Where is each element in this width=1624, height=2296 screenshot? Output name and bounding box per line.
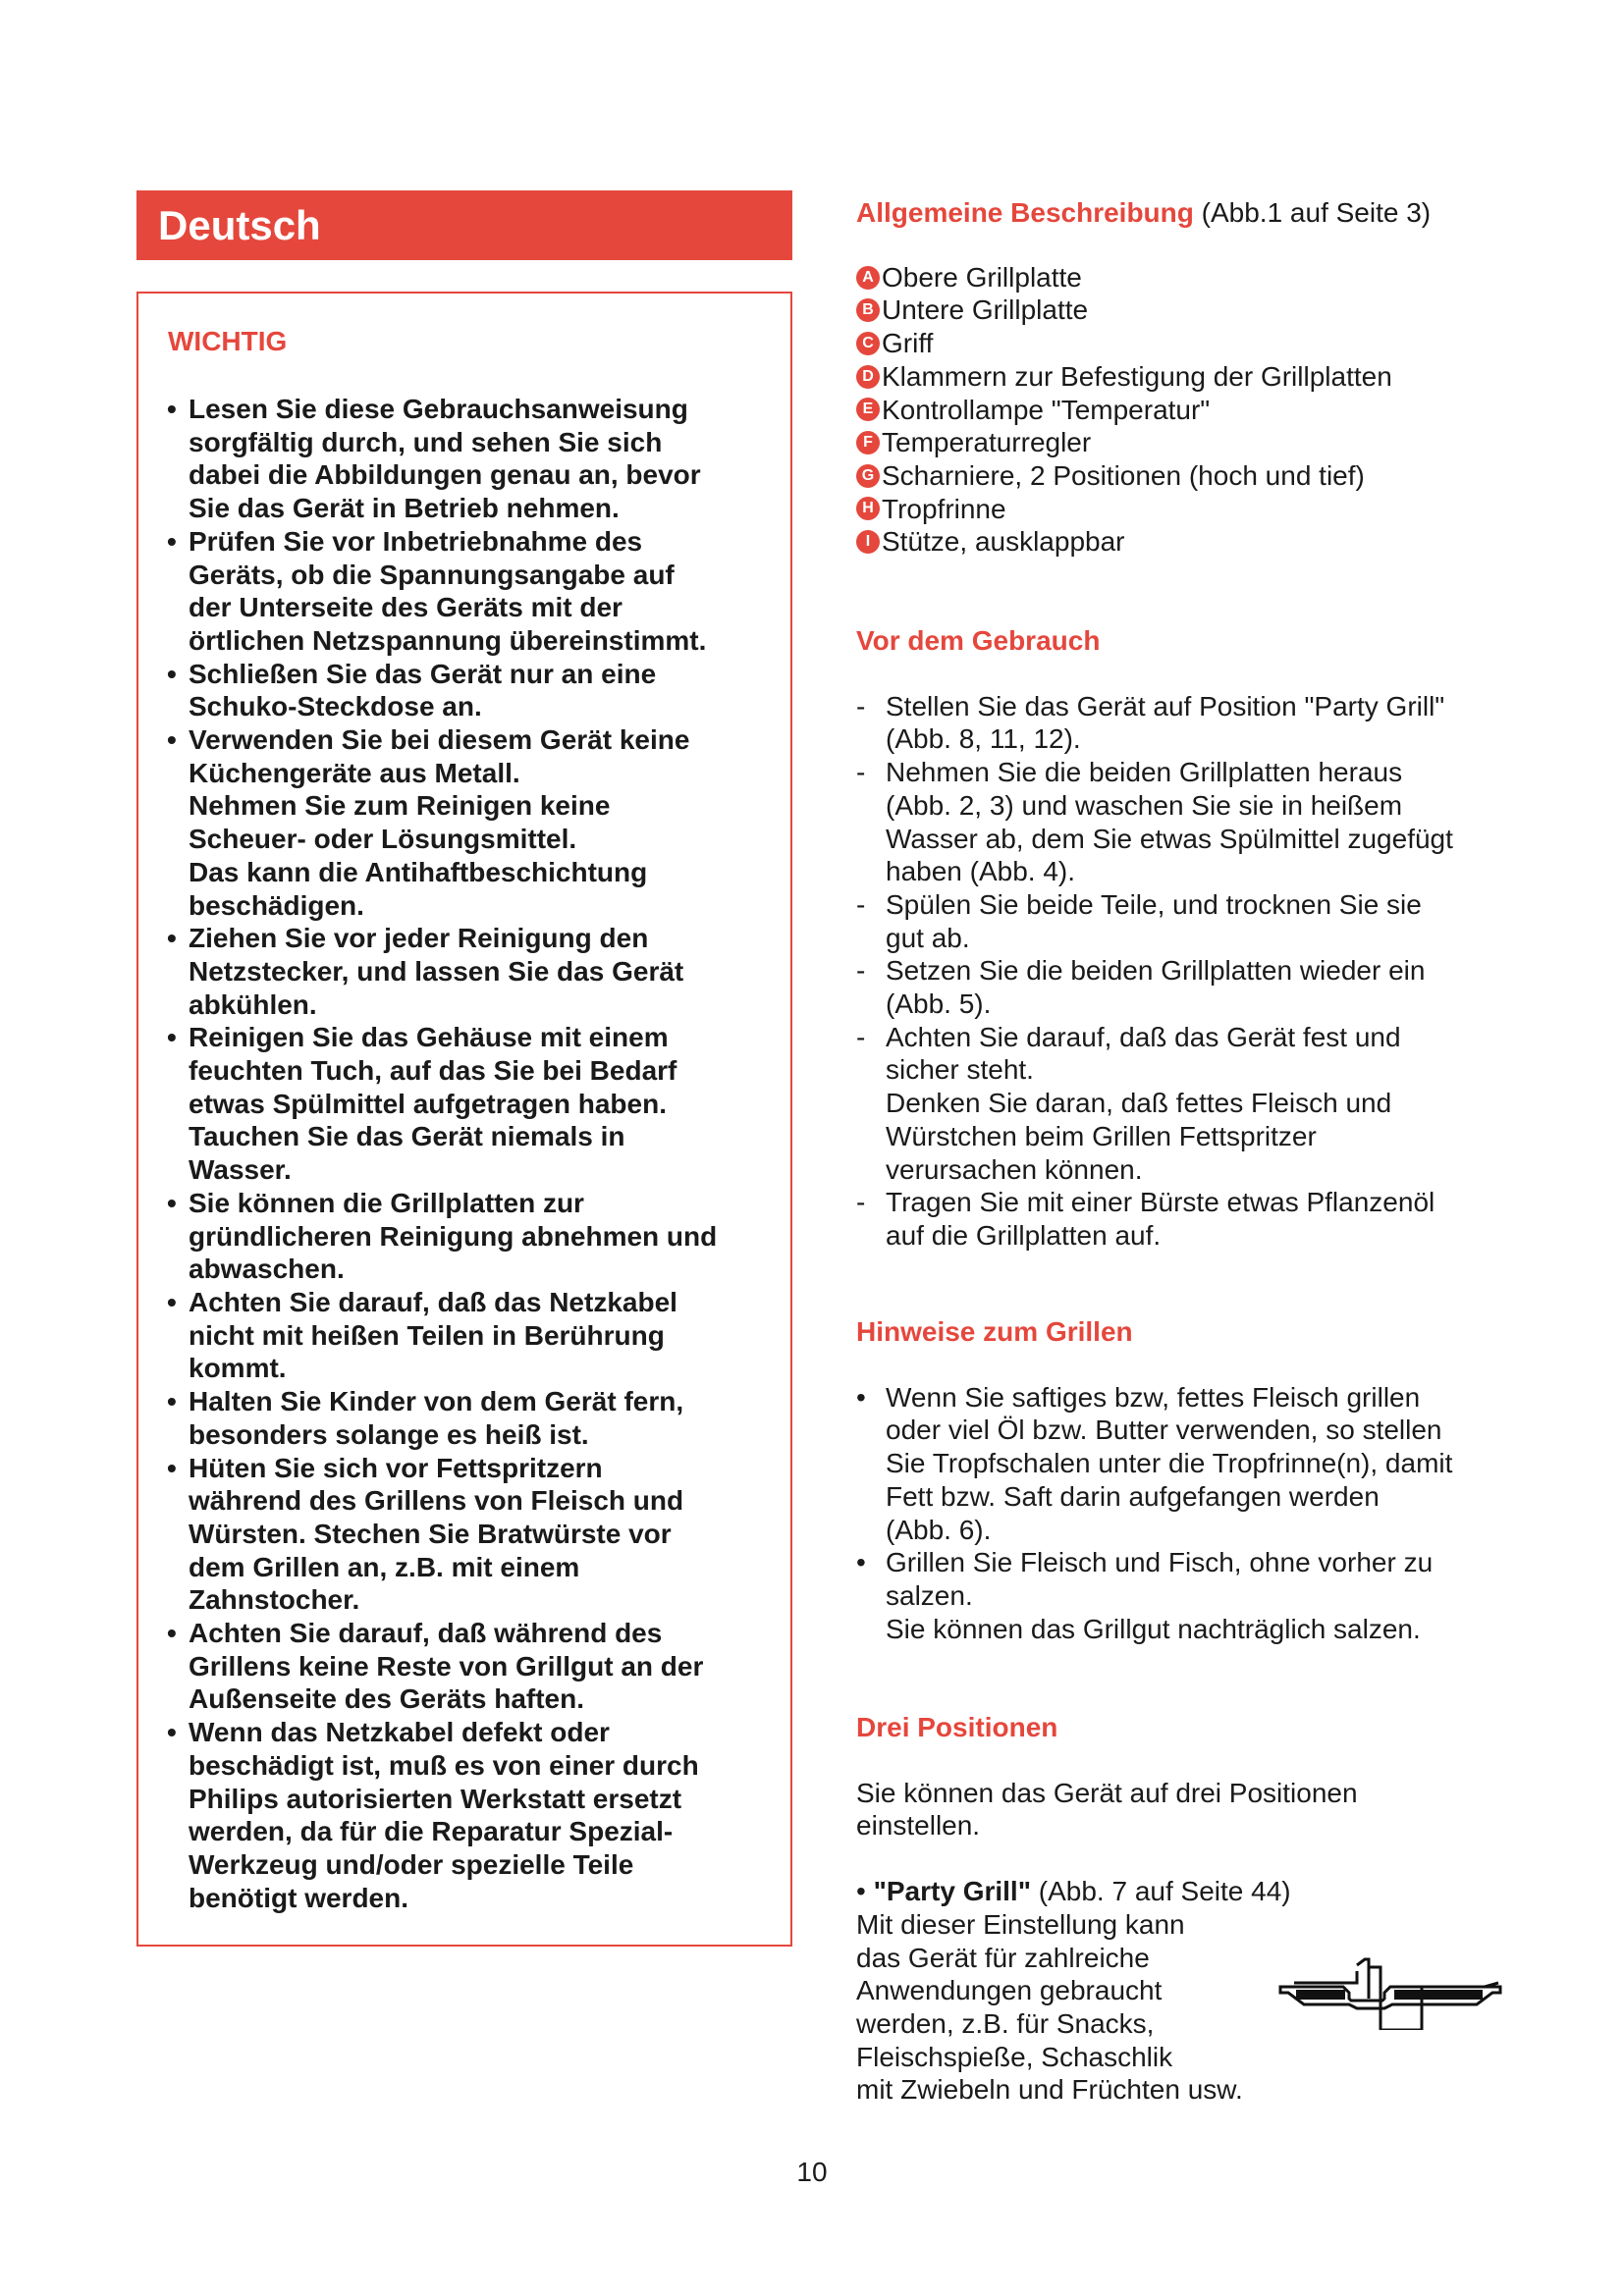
list-marker: • xyxy=(856,1381,866,1413)
important-item-line: Sie das Gerät in Betrieb nehmen. xyxy=(189,493,620,524)
part-item xyxy=(856,525,1504,559)
part-item xyxy=(856,426,1504,459)
important-item xyxy=(167,393,776,525)
important-item xyxy=(167,922,776,1021)
before-use-line: verursachen können. xyxy=(886,1153,1143,1185)
important-item xyxy=(167,658,776,723)
part-item xyxy=(856,493,1504,526)
before-use-item xyxy=(856,1186,1504,1252)
language-banner: Deutsch xyxy=(136,190,792,260)
party-grill-label: "Party Grill" xyxy=(873,1876,1031,1907)
before-use-line: Setzen Sie die beiden Grillplatten wieder ein xyxy=(886,955,1426,987)
before-use-line: Würstchen beim Grillen Fettspritzer xyxy=(886,1120,1317,1151)
grill-left-arm xyxy=(1294,1971,1357,1983)
important-list xyxy=(167,393,776,1914)
part-name: Kontrollampe "Temperatur" xyxy=(882,394,1211,425)
bullet-mark: • xyxy=(167,1286,177,1317)
important-item-line: Wenn das Netzkabel defekt oder xyxy=(189,1717,610,1748)
bullet-mark: • xyxy=(167,1618,177,1649)
important-item xyxy=(167,723,776,922)
before-use-section xyxy=(856,624,1504,1253)
list-marker: - xyxy=(856,955,866,987)
important-item-line: Küchengeräte aus Metall. xyxy=(189,757,520,788)
before-use-item xyxy=(856,954,1504,1020)
before-use-line: gut ab. xyxy=(886,922,970,953)
bullet-mark: • xyxy=(167,1187,177,1218)
important-item xyxy=(167,1385,776,1451)
part-item xyxy=(856,327,1504,360)
party-grill-line: Fleischspieße, Schaschlik xyxy=(856,2041,1173,2072)
positions-intro-line: Sie können das Gerät auf drei Positionen xyxy=(856,1777,1358,1808)
important-item-line: Philips autorisierten Werkstatt ersetzt xyxy=(189,1783,682,1814)
grill-tips-item xyxy=(856,1546,1504,1645)
important-item-line: gründlicheren Reinigung abnehmen und xyxy=(189,1220,718,1252)
description-title: Allgemeine Beschreibung xyxy=(856,197,1194,228)
important-item-line: Würsten. Stechen Sie Bratwürste vor xyxy=(189,1518,672,1549)
before-use-line: Achten Sie darauf, daß das Gerät fest und xyxy=(886,1021,1401,1052)
grill-tips-line: Sie können das Grillgut nachträglich salzen. xyxy=(886,1613,1421,1644)
grill-tips-title: Hinweise zum Grillen xyxy=(856,1316,1133,1347)
important-item-line: nicht mit heißen Teilen in Berührung xyxy=(189,1319,665,1351)
before-use-line: Tragen Sie mit einer Bürste etwas Pflanzenöl xyxy=(886,1187,1435,1218)
important-item-line: Nehmen Sie zum Reinigen keine xyxy=(189,790,611,822)
bullet-mark: • xyxy=(167,1452,177,1483)
bullet-mark: • xyxy=(167,724,177,756)
before-use-line: Wasser ab, dem Sie etwas Spülmittel zugefügt xyxy=(886,823,1453,854)
part-name: Griff xyxy=(882,328,934,359)
bullet-mark: • xyxy=(167,1717,177,1748)
important-item-line: Schließen Sie das Gerät nur an eine xyxy=(189,658,657,689)
important-item-line: während des Grillens von Fleisch und xyxy=(189,1485,684,1517)
description-ref: (Abb.1 auf Seite 3) xyxy=(1201,197,1432,228)
grill-tips-item xyxy=(856,1381,1504,1547)
important-item-line: dabei die Abbildungen genau an, bevor xyxy=(189,459,701,491)
grill-tips-line: Sie Tropfschalen unter die Tropfrinne(n), damit xyxy=(886,1448,1453,1479)
important-item-line: kommt. xyxy=(189,1353,287,1384)
important-item-line: Lesen Sie diese Gebrauchsanweisung xyxy=(189,394,688,424)
important-item-line: Verwenden Sie bei diesem Gerät keine xyxy=(189,724,690,756)
before-use-line: haben (Abb. 4). xyxy=(886,856,1076,887)
part-letter-badge: G xyxy=(856,464,880,488)
list-marker: • xyxy=(856,1547,866,1578)
grill-plate-right-fill xyxy=(1394,1990,1483,2000)
important-item-line: etwas Spülmittel aufgetragen haben. xyxy=(189,1088,667,1119)
important-item-line: werden, da für die Reparatur Spezial- xyxy=(189,1816,674,1847)
before-use-line: Stellen Sie das Gerät auf Position "Party Grill" xyxy=(886,690,1445,721)
important-item-line: Reinigen Sie das Gehäuse mit einem xyxy=(189,1022,669,1053)
positions-intro xyxy=(856,1777,1504,1842)
part-letter-badge: D xyxy=(856,365,880,389)
before-use-list xyxy=(856,690,1504,1253)
before-use-item xyxy=(856,690,1504,756)
party-grill-line: Mit dieser Einstellung kann xyxy=(856,1908,1185,1940)
before-use-item xyxy=(856,888,1504,954)
party-grill-line: mit Zwiebeln und Früchten usw. xyxy=(856,2074,1243,2106)
part-item xyxy=(856,360,1504,394)
grill-tips-line: Wenn Sie saftiges bzw, fettes Fleisch grillen xyxy=(886,1381,1421,1413)
important-item-line: Außenseite des Geräts haften. xyxy=(189,1683,585,1715)
important-item-line: Das kann die Antihaftbeschichtung xyxy=(189,856,648,887)
important-item-line: besonders solange es heiß ist. xyxy=(189,1418,589,1450)
grill-tips-line: Grillen Sie Fleisch und Fisch, ohne vorher zu xyxy=(886,1547,1434,1578)
page-number: 10 xyxy=(796,2157,828,2187)
part-name: Stütze, ausklappbar xyxy=(882,526,1125,558)
positions-section xyxy=(856,1711,1504,2107)
part-letter-badge: C xyxy=(856,332,880,355)
part-name: Temperaturregler xyxy=(882,427,1092,458)
before-use-line: Denken Sie daran, daß fettes Fleisch und xyxy=(886,1088,1392,1119)
important-item-line: Werkzeug und/oder spezielle Teile xyxy=(189,1848,634,1880)
important-item xyxy=(167,1187,776,1286)
grill-plate-left-fill xyxy=(1296,1990,1345,2000)
part-item xyxy=(856,261,1504,294)
grill-tips-list xyxy=(856,1381,1504,1646)
party-grill-line: Anwendungen gebraucht xyxy=(856,1975,1163,2006)
important-item-line: Hüten Sie sich vor Fettspritzern xyxy=(189,1452,603,1483)
part-letter-badge: E xyxy=(856,398,880,421)
important-title: WICHTIG xyxy=(168,326,288,356)
bullet-mark: • xyxy=(167,1386,177,1417)
grill-right-arm xyxy=(1422,1983,1498,1987)
grill-tips-line: salzen. xyxy=(886,1579,973,1611)
part-item xyxy=(856,394,1504,427)
party-grill-ref: (Abb. 7 auf Seite 44) xyxy=(1038,1876,1291,1907)
important-item-line: Netzstecker, und lassen Sie das Gerät xyxy=(189,955,684,987)
bullet-mark: • xyxy=(167,525,177,557)
part-name: Scharniere, 2 Positionen (hoch und tief) xyxy=(882,459,1365,491)
party-grill-bullet: • xyxy=(856,1876,866,1907)
part-name: Obere Grillplatte xyxy=(882,261,1082,293)
part-letter-badge: B xyxy=(856,298,880,322)
important-item-line: Scheuer- oder Lösungsmittel. xyxy=(189,824,577,855)
important-item xyxy=(167,1021,776,1187)
list-marker: - xyxy=(856,1187,866,1218)
before-use-item xyxy=(856,756,1504,888)
list-marker: - xyxy=(856,1021,866,1052)
important-item-line: Grillens keine Reste von Grillgut an der xyxy=(189,1650,704,1682)
description-heading xyxy=(856,196,1504,230)
before-use-line: (Abb. 2, 3) und waschen Sie sie in heißem xyxy=(886,789,1403,821)
important-item xyxy=(167,1716,776,1914)
party-grill-line: werden, z.B. für Snacks, xyxy=(856,2007,1155,2039)
important-item-line: Zahnstocher. xyxy=(189,1584,360,1616)
before-use-line: sicher steht. xyxy=(886,1054,1034,1086)
grill-tips-line: (Abb. 6). xyxy=(886,1514,992,1545)
important-item-line: der Unterseite des Geräts mit der xyxy=(189,592,623,623)
before-use-line: Nehmen Sie die beiden Grillplatten heraus xyxy=(886,757,1403,788)
bullet-mark: • xyxy=(167,1022,177,1053)
positions-intro-line: einstellen. xyxy=(856,1810,981,1842)
bullet-mark: • xyxy=(167,394,177,424)
before-use-line: (Abb. 5). xyxy=(886,988,992,1020)
important-item-line: dem Grillen an, z.B. mit einem xyxy=(189,1551,580,1582)
list-marker: - xyxy=(856,757,866,788)
party-grill-line: das Gerät für zahlreiche xyxy=(856,1942,1150,1973)
grill-tips-line: Fett bzw. Saft darin aufgefangen werden xyxy=(886,1480,1380,1512)
important-item-line: benötigt werden. xyxy=(189,1882,408,1913)
important-item-line: beschädigt ist, muß es von einer durch xyxy=(189,1749,699,1781)
important-item-line: sorgfältig durch, und sehen Sie sich xyxy=(189,426,663,457)
important-item-line: Halten Sie Kinder von dem Gerät fern, xyxy=(189,1386,684,1417)
important-item xyxy=(167,1617,776,1716)
list-marker: - xyxy=(856,888,866,920)
important-item-line: Geräts, ob die Spannungsangabe auf xyxy=(189,559,675,590)
grill-tips-section xyxy=(856,1315,1504,1645)
bullet-mark: • xyxy=(167,658,177,689)
important-item-line: Wasser. xyxy=(189,1154,292,1186)
part-name: Klammern zur Befestigung der Grillplatten xyxy=(882,360,1392,392)
bullet-mark: • xyxy=(167,923,177,954)
important-item xyxy=(167,525,776,658)
before-use-line: auf die Grillplatten auf. xyxy=(886,1219,1162,1251)
positions-title: Drei Positionen xyxy=(856,1712,1058,1742)
part-item xyxy=(856,294,1504,327)
important-item xyxy=(167,1452,776,1618)
part-name: Tropfrinne xyxy=(882,493,1006,524)
part-letter-badge: F xyxy=(856,431,880,454)
party-grill-illustration xyxy=(1274,1953,1506,2030)
party-grill-heading xyxy=(856,1875,1504,1908)
before-use-line: (Abb. 8, 11, 12). xyxy=(886,723,1081,755)
part-letter-badge: I xyxy=(856,530,880,554)
important-item-line: feuchten Tuch, auf das Sie bei Bedarf xyxy=(189,1055,677,1087)
part-letter-badge: A xyxy=(856,266,880,290)
before-use-line: Spülen Sie beide Teile, und trocknen Sie sie xyxy=(886,888,1422,920)
important-item-line: Schuko-Steckdose an. xyxy=(189,691,482,722)
important-item-line: Achten Sie darauf, daß während des xyxy=(189,1618,663,1649)
important-item-line: Tauchen Sie das Gerät niemals in xyxy=(189,1121,625,1152)
list-marker: - xyxy=(856,690,866,721)
important-item-line: Achten Sie darauf, daß das Netzkabel xyxy=(189,1286,677,1317)
important-item xyxy=(167,1286,776,1385)
part-item xyxy=(856,459,1504,493)
important-item-line: abwaschen. xyxy=(189,1254,345,1285)
important-item-line: örtlichen Netzspannung übereinstimmt. xyxy=(189,624,707,656)
important-item-line: Prüfen Sie vor Inbetriebnahme des xyxy=(189,525,643,557)
important-item-line: abkühlen. xyxy=(189,988,317,1020)
description-section xyxy=(856,196,1504,559)
parts-list xyxy=(856,261,1504,559)
important-item-line: Ziehen Sie vor jeder Reinigung den xyxy=(189,923,649,954)
grill-tips-line: oder viel Öl bzw. Butter verwenden, so stellen xyxy=(886,1415,1442,1446)
part-name: Untere Grillplatte xyxy=(882,294,1089,326)
before-use-item xyxy=(856,1021,1504,1187)
important-item-line: Sie können die Grillplatten zur xyxy=(189,1187,584,1218)
important-item-line: beschädigen. xyxy=(189,889,364,921)
part-letter-badge: H xyxy=(856,497,880,520)
before-use-title: Vor dem Gebrauch xyxy=(856,625,1101,656)
